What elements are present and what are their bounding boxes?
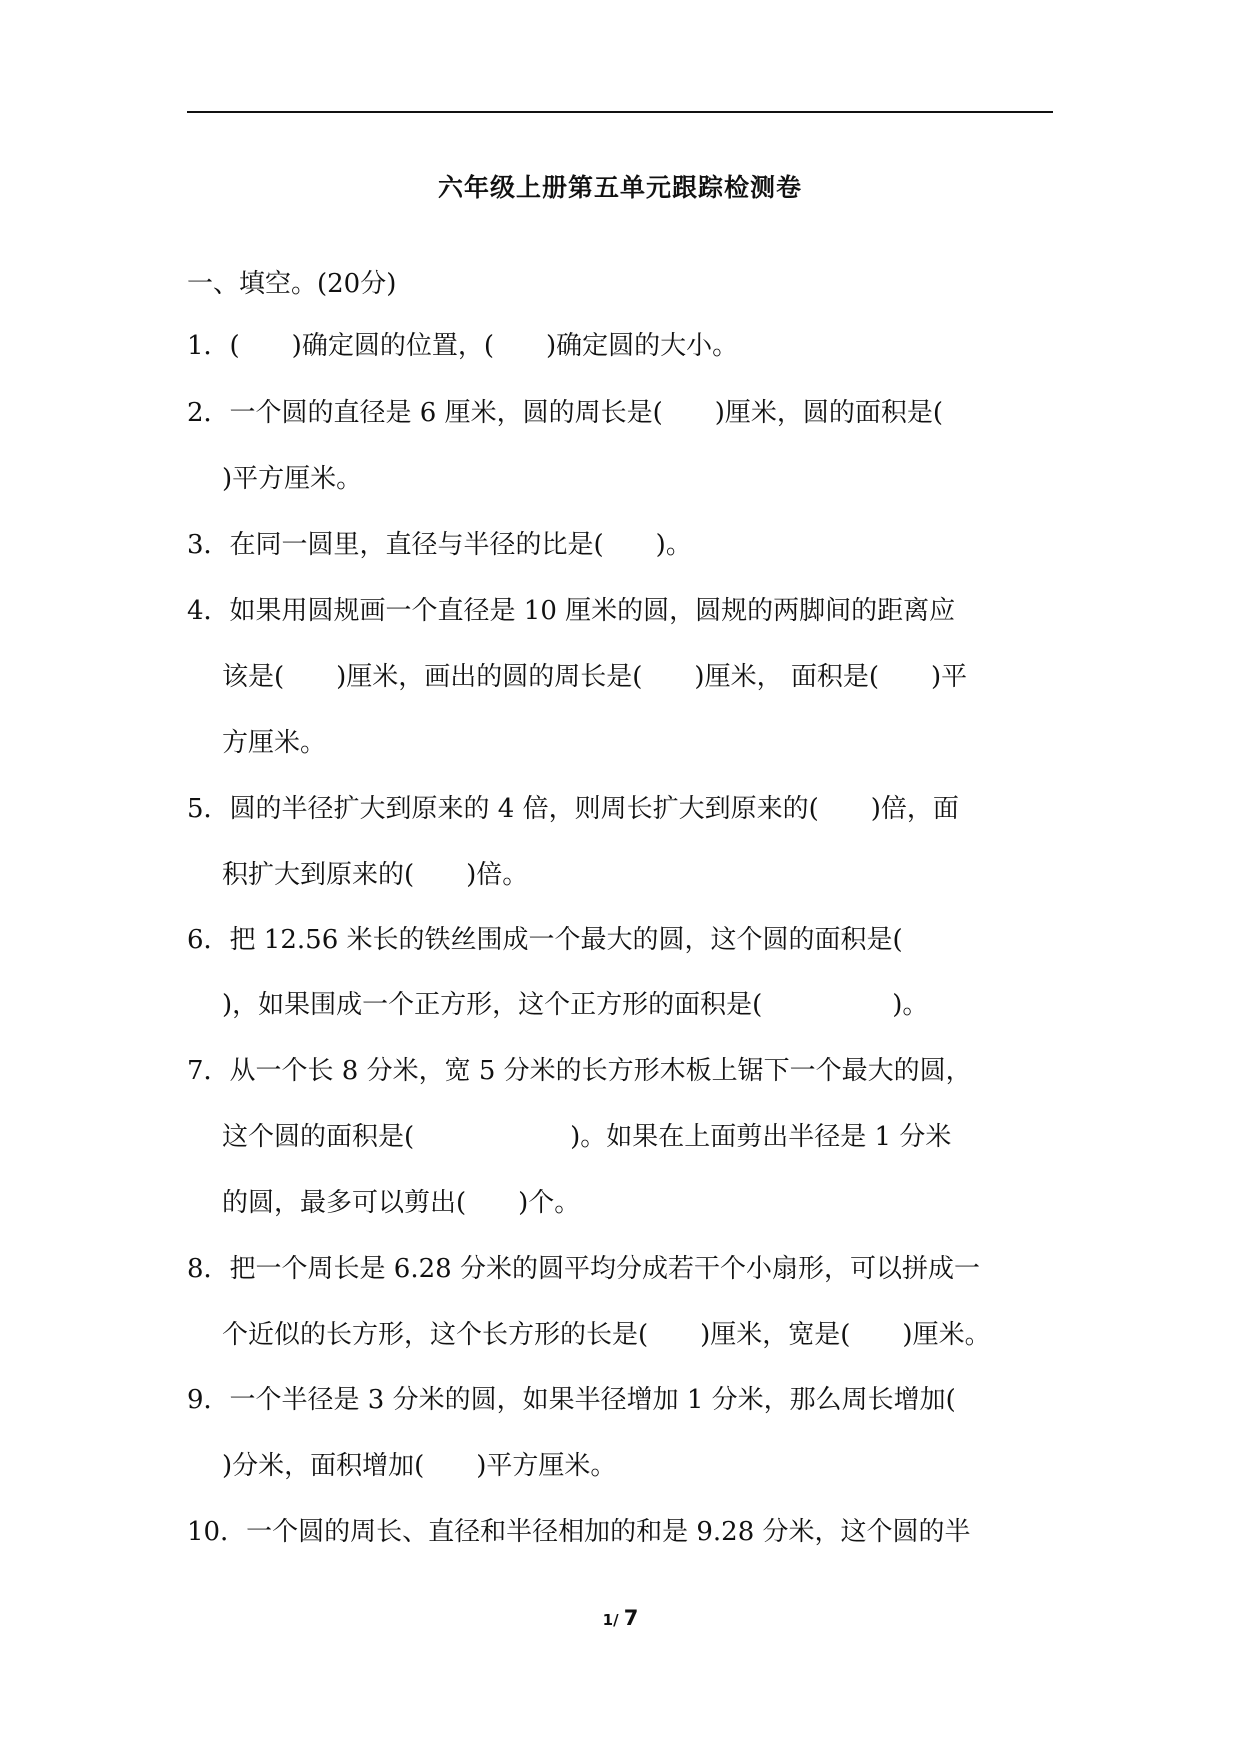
question-4: 4．如果用圆规画一个直径是 10 厘米的圆，圆规的两脚间的距离应 xyxy=(187,596,956,626)
question-10: 10．一个圆的周长、直径和半径相加的和是 9.28 分米，这个圆的半 xyxy=(187,1517,971,1547)
question-8: 8．把一个周长是 6.28 分米的圆平均分成若干个小扇形，可以拼成一 xyxy=(187,1254,980,1284)
question-8-cont: 个近似的长方形，这个长方形的长是( )厘米，宽是( )厘米。 xyxy=(222,1320,991,1350)
question-7-cont: 这个圆的面积是( )。如果在上面剪出半径是 1 分米 xyxy=(222,1122,952,1152)
question-9-cont: )分米，面积增加( )平方厘米。 xyxy=(222,1451,617,1481)
question-7-cont2: 的圆，最多可以剪出( )个。 xyxy=(222,1188,581,1218)
question-7: 7．从一个长 8 分米，宽 5 分米的长方形木板上锯下一个最大的圆， xyxy=(187,1056,972,1086)
question-4-cont: 该是( )厘米，画出的圆的周长是( )厘米， 面积是( )平 xyxy=(222,662,968,692)
question-6: 6．把 12.56 米长的铁丝围成一个最大的圆，这个圆的面积是( xyxy=(187,925,903,955)
page-title: 六年级上册第五单元跟踪检测卷 xyxy=(437,173,802,202)
question-9: 9．一个半径是 3 分米的圆，如果半径增加 1 分米，那么周长增加( xyxy=(187,1385,956,1415)
header-rule xyxy=(187,111,1053,113)
question-5: 5．圆的半径扩大到原来的 4 倍，则周长扩大到原来的( )倍，面 xyxy=(187,794,959,824)
question-1: 1．( )确定圆的位置，( )确定圆的大小。 xyxy=(187,331,739,361)
page-number xyxy=(0,1606,1241,1630)
question-3: 3．在同一圆里，直径与半径的比是( )。 xyxy=(187,530,692,560)
question-5-cont: 积扩大到原来的( )倍。 xyxy=(222,860,529,890)
page-total: 7 xyxy=(623,1606,639,1630)
question-4-cont2: 方厘米。 xyxy=(222,728,327,758)
page-current: 1/ xyxy=(602,1611,619,1629)
question-6-cont: )，如果围成一个正方形，这个正方形的面积是( )。 xyxy=(222,990,929,1020)
section-heading: 一、填空。(20分) xyxy=(187,269,397,299)
question-2: 2．一个圆的直径是 6 厘米，圆的周长是( )厘米，圆的面积是( xyxy=(187,398,944,428)
question-2-cont: )平方厘米。 xyxy=(222,464,363,494)
